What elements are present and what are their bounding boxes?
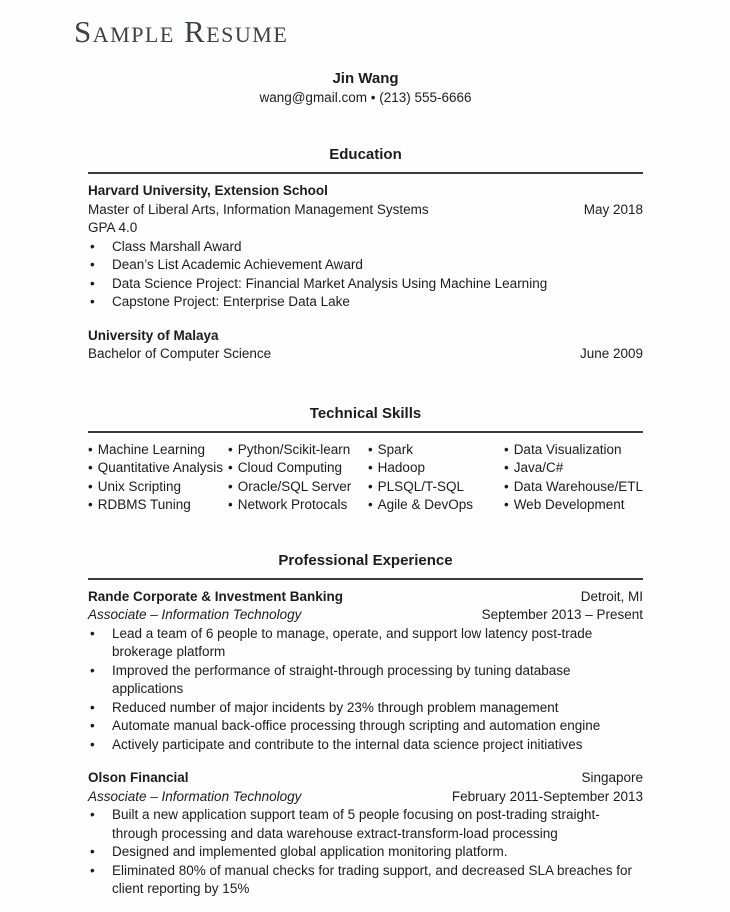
skill-item <box>228 478 368 497</box>
bullet-marker: • <box>90 625 95 641</box>
bullet-marker: • <box>503 497 509 512</box>
bullet-marker: • <box>90 294 95 309</box>
phone-text: (213) 555-6666 <box>379 90 472 105</box>
email-text: wang@gmail.com <box>259 90 367 105</box>
bullet-text: Automate manual back-office processing through scripting and automation engine <box>112 718 601 733</box>
skill-label: Spark <box>377 441 413 457</box>
bullet-text: Data Science Project: Financial Market Analysis Using Machine Learning <box>112 275 548 291</box>
company-row <box>88 588 643 607</box>
skills-column <box>88 441 228 515</box>
company-row <box>88 769 643 788</box>
bullet-text: Improved the performance of straight-through processing by tuning database applications <box>112 662 571 696</box>
skills-section <box>88 404 643 515</box>
skill-item <box>368 459 504 478</box>
bullet-text: Actively participate and contribute to the internal data science project initiatives <box>112 736 583 752</box>
skill-label: Data Visualization <box>513 441 622 457</box>
bullet-text: Reduced number of major incidents by 23% through problem management <box>112 699 559 715</box>
bullet-text: Dean’s List Academic Achievement Award <box>112 257 363 272</box>
list-item <box>88 699 643 718</box>
skill-item <box>228 496 368 515</box>
institution-name: University of Malaya <box>88 327 219 343</box>
degree-row <box>88 345 643 364</box>
skill-label: Data Warehouse/ETL <box>513 478 643 494</box>
bullet-marker: • <box>88 460 93 475</box>
job-location: Singapore <box>581 770 643 785</box>
institution-name: Harvard University, Extension School <box>88 183 328 198</box>
role-row <box>88 788 643 807</box>
skills-column <box>504 441 643 515</box>
degree-date: June 2009 <box>579 346 643 361</box>
skill-label: PLSQL/T-SQL <box>377 478 464 494</box>
list-item <box>88 843 643 862</box>
skill-item <box>504 459 643 478</box>
skill-label: RDBMS Tuning <box>97 497 191 512</box>
bullet-marker: • <box>90 807 95 822</box>
job-role: Associate – Information Technology <box>88 788 302 804</box>
bullet-marker: • <box>227 460 233 475</box>
job-entry <box>88 588 643 755</box>
skill-item <box>504 478 643 497</box>
skills-title: Technical Skills <box>309 404 422 422</box>
list-item <box>88 275 643 294</box>
bullet-marker: • <box>90 736 95 752</box>
bullet-marker: • <box>90 662 95 678</box>
bullet-text: Built a new application support team of 5 people focusing on post-trading straight-through processing and data warehouse extract-transform-load processing <box>112 807 600 841</box>
section-rule <box>88 172 643 174</box>
education-entry <box>88 327 643 364</box>
company-name: Olson Financial <box>88 770 189 785</box>
skill-label: Java/C# <box>513 460 564 475</box>
role-row <box>88 606 643 625</box>
experience-title: Professional Experience <box>278 551 453 569</box>
skill-item <box>368 496 504 515</box>
bullet-text: Capstone Project: Enterprise Data Lake <box>112 294 350 309</box>
skill-label: Network Protocals <box>237 497 348 512</box>
resume-header <box>88 69 643 107</box>
list-item <box>88 862 643 899</box>
list-item <box>88 293 643 312</box>
skill-item <box>504 441 643 460</box>
contact-separator: • <box>370 90 376 105</box>
bullet-text: Class Marshall Award <box>112 238 242 254</box>
section-rule <box>88 578 643 580</box>
bullet-marker: • <box>503 441 509 457</box>
bullet-marker: • <box>90 275 95 291</box>
bullet-text: Lead a team of 6 people to manage, operate, and support low latency post-trade brokerage platform <box>112 625 593 659</box>
bullet-marker: • <box>227 478 233 494</box>
skill-label: Oracle/SQL Server <box>237 478 352 494</box>
list-item <box>88 256 643 275</box>
skill-item <box>88 478 228 497</box>
resume-content <box>88 69 643 899</box>
bullet-marker: • <box>90 718 95 733</box>
skill-label: Unix Scripting <box>97 478 182 494</box>
gpa-text: GPA 4.0 <box>88 220 138 235</box>
bullet-marker: • <box>88 497 93 512</box>
bullet-marker: • <box>503 460 509 475</box>
skill-label: Quantitative Analysis <box>97 460 224 475</box>
degree-text: Master of Liberal Arts, Information Management Systems <box>88 201 429 217</box>
experience-section <box>88 551 643 899</box>
bullet-marker: • <box>227 497 233 512</box>
degree-text: Bachelor of Computer Science <box>88 346 272 361</box>
bullet-marker: • <box>90 699 95 715</box>
job-role: Associate – Information Technology <box>88 607 302 622</box>
skill-item <box>368 441 504 460</box>
list-item <box>88 662 643 699</box>
bullet-marker: • <box>90 862 95 878</box>
skill-label: Python/Scikit-learn <box>237 441 351 457</box>
list-item <box>88 238 643 257</box>
degree-row <box>88 201 643 220</box>
skill-item <box>368 478 504 497</box>
company-name: Rande Corporate & Investment Banking <box>88 588 344 604</box>
skills-grid <box>88 441 643 515</box>
list-item <box>88 806 643 843</box>
job-entry <box>88 769 643 899</box>
bullet-marker: • <box>367 460 373 475</box>
contact-line <box>88 88 643 107</box>
bullet-text: Designed and implemented global application monitoring platform. <box>112 844 508 859</box>
skill-item <box>88 459 228 478</box>
list-item <box>88 625 643 662</box>
skills-column <box>368 441 504 515</box>
bullet-marker: • <box>88 478 93 494</box>
bullet-marker: • <box>90 844 95 859</box>
job-location: Detroit, MI <box>580 588 643 604</box>
bullet-marker: • <box>367 478 373 494</box>
bullet-marker: • <box>227 441 233 457</box>
bullet-marker: • <box>367 441 373 457</box>
skill-label: Machine Learning <box>97 441 206 457</box>
skill-label: Web Development <box>513 497 625 512</box>
bullet-marker: • <box>90 257 95 272</box>
skill-item <box>88 496 228 515</box>
list-item <box>88 736 643 755</box>
education-entry <box>88 182 643 312</box>
skill-label: Agile & DevOps <box>377 497 473 512</box>
education-section <box>88 145 643 364</box>
skill-item <box>228 459 368 478</box>
skill-label: Cloud Computing <box>237 460 343 475</box>
bullet-marker: • <box>88 441 93 457</box>
education-title: Education <box>329 146 402 163</box>
section-rule <box>88 431 643 433</box>
candidate-name: Jin Wang <box>332 70 399 87</box>
skills-column <box>228 441 368 515</box>
degree-date: May 2018 <box>583 201 643 217</box>
bullet-text: Eliminated 80% of manual checks for trading support, and decreased SLA breaches for client reporting by 15% <box>112 862 633 896</box>
bullet-marker: • <box>90 238 95 254</box>
skill-item <box>228 441 368 460</box>
job-dates: February 2011-September 2013 <box>451 788 643 804</box>
skill-label: Hadoop <box>377 460 425 475</box>
bullet-marker: • <box>503 478 509 494</box>
bullet-marker: • <box>367 497 373 512</box>
skill-item <box>88 441 228 460</box>
watermark-title: Sample Resume <box>74 14 289 49</box>
list-item <box>88 717 643 736</box>
job-dates: September 2013 – Present <box>481 607 643 622</box>
skill-item <box>504 496 643 515</box>
